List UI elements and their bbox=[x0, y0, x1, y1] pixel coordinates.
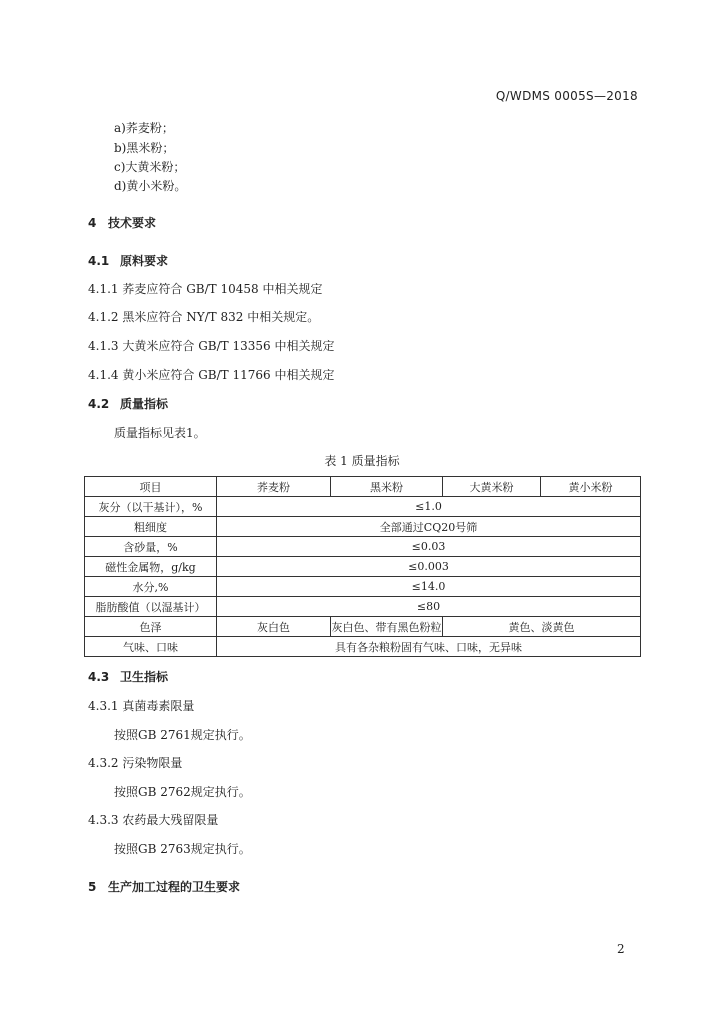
document-code: Q/WDMS 0005S—2018 bbox=[495, 89, 638, 103]
section-4-2-heading bbox=[88, 395, 168, 412]
list-item: b)黑米粉； bbox=[114, 141, 175, 155]
clause-number: 4.1.4 bbox=[88, 368, 119, 382]
row-label: 色泽 bbox=[85, 617, 217, 637]
clause-body: 按照GB 2763规定执行。 bbox=[114, 842, 251, 856]
clause-title: 污染物限量 bbox=[122, 756, 183, 770]
clause-text: 大黄米应符合 GB/T 13356 中相关规定 bbox=[122, 339, 335, 353]
table-header-cell: 荞麦粉 bbox=[217, 477, 331, 497]
section-number: 5 bbox=[88, 880, 97, 894]
clause-4-3-1 bbox=[88, 697, 194, 714]
table-row bbox=[85, 537, 641, 557]
section-4-1-heading bbox=[88, 252, 168, 269]
row-value: ≤1.0 bbox=[217, 497, 641, 517]
row-value: 全部通过CQ20号筛 bbox=[217, 517, 641, 537]
clause-number: 4.1.3 bbox=[88, 339, 119, 353]
row-value: ≤0.003 bbox=[217, 557, 641, 577]
table-caption: 表 1 质量指标 bbox=[324, 454, 400, 468]
clause-text: 荞麦应符合 GB/T 10458 中相关规定 bbox=[122, 282, 323, 296]
section-4-3-heading bbox=[88, 668, 168, 685]
clause-4-3-3 bbox=[88, 811, 218, 828]
table-row bbox=[85, 557, 641, 577]
row-label: 水分,% bbox=[85, 577, 217, 597]
section-number: 4.1 bbox=[88, 254, 110, 268]
row-value: 灰白色、带有黑色粉粒 bbox=[331, 617, 443, 637]
clause-body: 按照GB 2761规定执行。 bbox=[114, 728, 251, 742]
row-label: 磁性金属物，g/kg bbox=[85, 557, 217, 577]
clause-body: 按照GB 2762规定执行。 bbox=[114, 785, 251, 799]
row-value: ≤14.0 bbox=[217, 577, 641, 597]
clause-title: 真菌毒素限量 bbox=[122, 699, 195, 713]
clause-number: 4.3.2 bbox=[88, 756, 119, 770]
clause-4-1-2 bbox=[88, 308, 319, 325]
table-header-cell: 黑米粉 bbox=[331, 477, 443, 497]
clause-number: 4.1.1 bbox=[88, 282, 119, 296]
clause-4-1-3 bbox=[88, 337, 334, 354]
table-row bbox=[85, 597, 641, 617]
section-4-heading bbox=[88, 214, 156, 231]
table-header-row bbox=[85, 477, 641, 497]
table-row bbox=[85, 617, 641, 637]
row-value: ≤0.03 bbox=[217, 537, 641, 557]
clause-text: 黄小米应符合 GB/T 11766 中相关规定 bbox=[122, 368, 335, 382]
list-item: c)大黄米粉； bbox=[114, 160, 186, 174]
section-title: 生产加工过程的卫生要求 bbox=[108, 880, 241, 894]
table-row bbox=[85, 637, 641, 657]
row-label: 脂肪酸值（以湿基计） bbox=[85, 597, 217, 617]
table-header-cell: 项目 bbox=[85, 477, 217, 497]
row-label: 含砂量，% bbox=[85, 537, 217, 557]
section-title: 质量指标 bbox=[120, 397, 169, 411]
section-title: 原料要求 bbox=[120, 254, 169, 268]
table-row bbox=[85, 517, 641, 537]
clause-title: 农药最大残留限量 bbox=[122, 813, 219, 827]
table-header-cell: 大黄米粉 bbox=[443, 477, 541, 497]
table-row bbox=[85, 497, 641, 517]
row-value: 灰白色 bbox=[217, 617, 331, 637]
row-value: 具有各杂粮粉固有气味、口味，无异味 bbox=[217, 637, 641, 657]
section-title: 卫生指标 bbox=[120, 670, 169, 684]
clause-4-1-1 bbox=[88, 280, 322, 297]
section-title: 技术要求 bbox=[108, 216, 157, 230]
section-5-heading bbox=[88, 878, 240, 895]
quality-intro: 质量指标见表1。 bbox=[114, 426, 206, 440]
table-header-cell: 黄小米粉 bbox=[541, 477, 641, 497]
page-number: 2 bbox=[617, 942, 625, 956]
row-label: 粗细度 bbox=[85, 517, 217, 537]
section-number: 4.2 bbox=[88, 397, 110, 411]
row-label: 灰分（以干基计），% bbox=[85, 497, 217, 517]
clause-4-1-4 bbox=[88, 366, 334, 383]
clause-number: 4.3.3 bbox=[88, 813, 119, 827]
section-number: 4.3 bbox=[88, 670, 110, 684]
row-label: 气味、口味 bbox=[85, 637, 217, 657]
table-row bbox=[85, 577, 641, 597]
list-item: a)荞麦粉； bbox=[114, 121, 174, 135]
clause-text: 黑米应符合 NY/T 832 中相关规定。 bbox=[122, 310, 320, 324]
quality-table bbox=[84, 476, 641, 657]
section-number: 4 bbox=[88, 216, 97, 230]
clause-4-3-2 bbox=[88, 754, 182, 771]
row-value: ≤80 bbox=[217, 597, 641, 617]
clause-number: 4.1.2 bbox=[88, 310, 119, 324]
list-item: d)黄小米粉。 bbox=[114, 179, 187, 193]
row-value: 黄色、淡黄色 bbox=[443, 617, 641, 637]
clause-number: 4.3.1 bbox=[88, 699, 119, 713]
